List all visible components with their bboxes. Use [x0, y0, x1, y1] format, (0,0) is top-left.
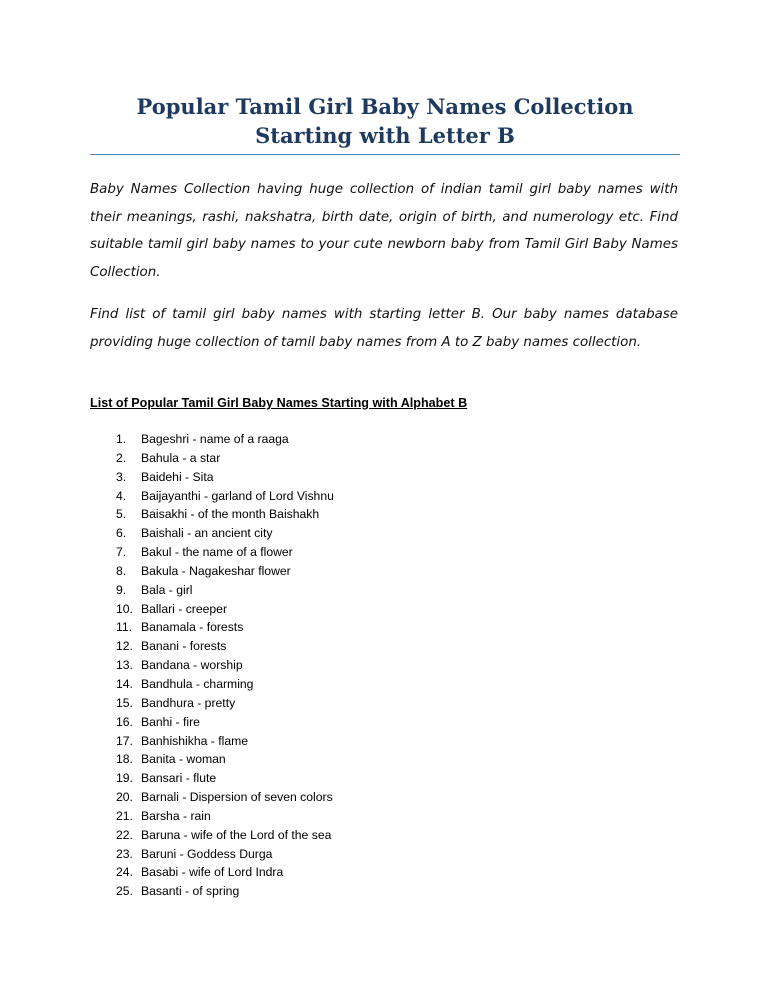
list-item-text: Bala - girl — [141, 582, 193, 597]
list-item-number: 15. — [116, 695, 133, 710]
list-item-number: 9. — [116, 582, 127, 597]
list-item-text: Basabi - wife of Lord Indra — [141, 865, 284, 880]
list-item-text: Baisakhi - of the month Baishakh — [141, 507, 320, 522]
list-item-number: 13. — [116, 658, 133, 673]
list-item-number: 14. — [116, 676, 133, 691]
list-item-text: Basanti - of spring — [141, 884, 240, 899]
list-item-number: 17. — [116, 733, 133, 748]
list-item-text: Barnali - Dispersion of seven colors — [141, 790, 333, 805]
list-item-number: 24. — [116, 865, 133, 880]
list-item-text: Bandana - worship — [141, 658, 243, 673]
list-item-number: 5. — [116, 507, 127, 522]
list-item-number: 6. — [116, 526, 127, 541]
title-line-2: Starting with Letter B — [255, 123, 515, 148]
description-paragraph: Find list of tamil girl baby names with starting letter B. Our baby names database providing huge collection of tamil baby names from A to Z baby names collection. — [90, 307, 678, 350]
title-line-1: Popular Tamil Girl Baby Names Collection — [136, 94, 634, 119]
list-item-text: Bandhura - pretty — [141, 695, 236, 710]
list-item-number: 4. — [116, 488, 127, 503]
title-underline-rule — [90, 154, 680, 155]
list-item-text: Bahula - a star — [141, 450, 221, 465]
list-item-number: 3. — [116, 469, 127, 484]
list-item-text: Baishali - an ancient city — [141, 526, 273, 541]
list-item-text: Bakula - Nagakeshar flower — [141, 563, 291, 578]
list-item-number: 18. — [116, 752, 133, 767]
list-heading: List of Popular Tamil Girl Baby Names Starting with Alphabet B — [90, 396, 468, 410]
list-item-number: 8. — [116, 563, 127, 578]
list-item-number: 1. — [116, 432, 127, 446]
list-item-number: 23. — [116, 846, 133, 861]
page-title — [90, 92, 680, 150]
list-item-text: Ballari - creeper — [141, 601, 228, 616]
intro-paragraph: Baby Names Collection having huge collection of indian tamil girl baby names with their meanings, rashi, nakshatra, birth date, origin of birth, and numerology etc. Find suitable tamil girl baby names to your cute newborn baby from Tamil Girl Baby Names Collection. — [90, 182, 678, 280]
list-item-text: Banita - woman — [141, 752, 226, 767]
list-item-number: 22. — [116, 827, 133, 842]
list-item-number: 20. — [116, 790, 133, 805]
list-item-number: 25. — [116, 884, 133, 899]
list-item-number: 7. — [116, 545, 127, 560]
list-item-text: Banhi - fire — [141, 714, 200, 729]
list-item-number: 21. — [116, 808, 133, 823]
list-item-number: 19. — [116, 771, 133, 786]
list-item-text: Baruni - Goddess Durga — [141, 846, 273, 861]
list-item-text: Banani - forests — [141, 639, 227, 654]
list-item-text: Bansari - flute — [141, 771, 217, 786]
list-item-number: 11. — [116, 620, 133, 635]
list-item-text: Banhishikha - flame — [141, 733, 249, 748]
list-item-text: Baidehi - Sita — [141, 469, 214, 484]
list-item-text: Banamala - forests — [141, 620, 244, 635]
list-item-text: Baijayanthi - garland of Lord Vishnu — [141, 488, 334, 503]
list-item-number: 2. — [116, 450, 127, 465]
list-item-number: 16. — [116, 714, 133, 729]
list-item-number: 10. — [116, 601, 133, 616]
list-item-text: Bandhula - charming — [141, 676, 254, 691]
list-item-number: 12. — [116, 639, 133, 654]
list-item-text: Bageshri - name of a raaga — [141, 432, 289, 446]
list-item-text: Bakul - the name of a flower — [141, 545, 293, 560]
list-item-text: Baruna - wife of the Lord of the sea — [141, 827, 332, 842]
list-item-text: Barsha - rain — [141, 808, 211, 823]
